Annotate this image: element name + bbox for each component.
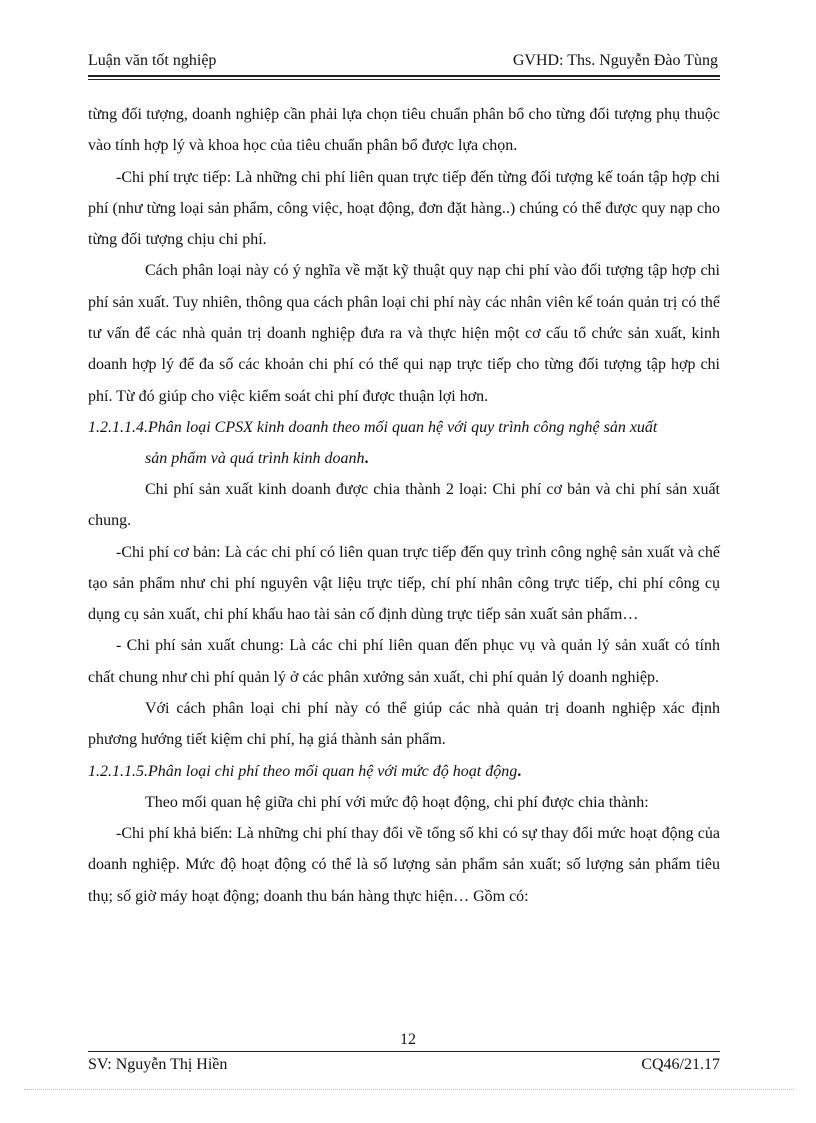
page-body <box>88 99 720 912</box>
header-advisor: GVHD: Ths. Nguyễn Đào Tùng <box>512 52 718 69</box>
header-divider <box>88 75 720 77</box>
paragraph: - Chi phí sản xuất chung: Là các chi phí liên quan đến phục vụ và quản lý sản xuất có tính chất chung như chi phí quản lý ở các phân xưởng sản xuất, chi phí quản lý doanh nghiệp. <box>88 637 720 686</box>
header-thesis-title: Luận văn tốt nghiệp <box>88 52 217 69</box>
header-divider-thin <box>88 79 720 80</box>
paragraph: -Chi phí khả biến: Là những chi phí thay đổi về tổng số khi có sự thay đổi mức hoạt động của doanh nghiệp. Mức độ hoạt động có thể là số lượng sản phẩm sản xuất; số lượng sản phẩm tiêu thụ; số giờ máy hoạt động; doanh thu bán hàng thực hiện… Gồm có: <box>88 824 720 905</box>
page-header <box>88 50 718 74</box>
paragraph: -Chi phí cơ bản: Là các chi phí có liên quan trực tiếp đến quy trình công nghệ sản xuất và chế tạo sản phẩm như chi phí nguyên vật liệu trực tiếp, chí phí nhân công trực tiếp, chi phí công cụ dụng cụ sản xuất, chi phí khấu hao tài sản cố định dùng trực tiếp sản xuất sản phẩm… <box>88 543 720 624</box>
footer-divider <box>88 1051 720 1052</box>
paragraph: Cách phân loại này có ý nghĩa về mặt kỹ thuật quy nạp chi phí vào đối tượng tập hợp chi phí sản xuất. Tuy nhiên, thông qua cách phân loại chi phí này các nhân viên kế toán quản trị có thể tư vấn để các nhà quản trị doanh nghiệp đưa ra và thực hiện một cơ cấu tổ chức sản xuất, kinh doanh hợp lý để đa số các khoản chi phí có thể qui nạp trực tiếp cho từng đối tượng tập hợp chi phí. Từ đó giúp cho việc kiểm soát chi phí được thuận lợi hơn. <box>88 262 720 405</box>
paragraph: Với cách phân loại chi phí này có thể giúp các nhà quản trị doanh nghiệp xác định phương hướng tiết kiệm chi phí, hạ giá thành sản phẩm. <box>88 700 720 749</box>
section-heading-1-2-1-1-4 <box>88 412 720 474</box>
section-heading-1-2-1-1-5: 1.2.1.1.5.Phân loại chi phí theo mối quan hệ với mức độ hoạt động. <box>88 762 522 780</box>
paragraph: -Chi phí trực tiếp: Là những chi phí liên quan trực tiếp đến từng đối tượng kế toán tập hợp chi phí (như từng loại sản phẩm, công việc, hoạt động, đơn đặt hàng..) chúng có thể được quy nạp cho từng đối tượng chịu chi phí. <box>88 168 720 249</box>
paragraph: từng đối tượng, doanh nghiệp cần phải lựa chọn tiêu chuẩn phân bổ cho từng đối tượng phụ thuộc vào tính hợp lý và khoa học của tiêu chuẩn phân bổ được lựa chọn. <box>88 106 720 155</box>
page-number: 12 <box>400 1031 416 1048</box>
page-bottom-edge <box>24 1089 794 1090</box>
footer-student: SV: Nguyễn Thị Hiền <box>88 1056 228 1073</box>
heading-period: . <box>364 449 369 467</box>
heading-period: . <box>517 762 522 780</box>
page-footer <box>88 1056 720 1078</box>
paragraph: Chi phí sản xuất kinh doanh được chia thành 2 loại: Chi phí cơ bản và chi phí sản xuất chung. <box>88 480 720 530</box>
heading-line-1: 1.2.1.1.4.Phân loại CPSX kinh doanh theo mối quan hệ với quy trình công nghệ sản xuất <box>88 418 658 436</box>
heading-line-2: sản phẩm và quá trình kinh doanh. <box>145 449 369 467</box>
paragraph: Theo mối quan hệ giữa chi phí với mức độ hoạt động, chi phí được chia thành: <box>145 793 649 811</box>
footer-class-code: CQ46/21.17 <box>641 1056 720 1073</box>
